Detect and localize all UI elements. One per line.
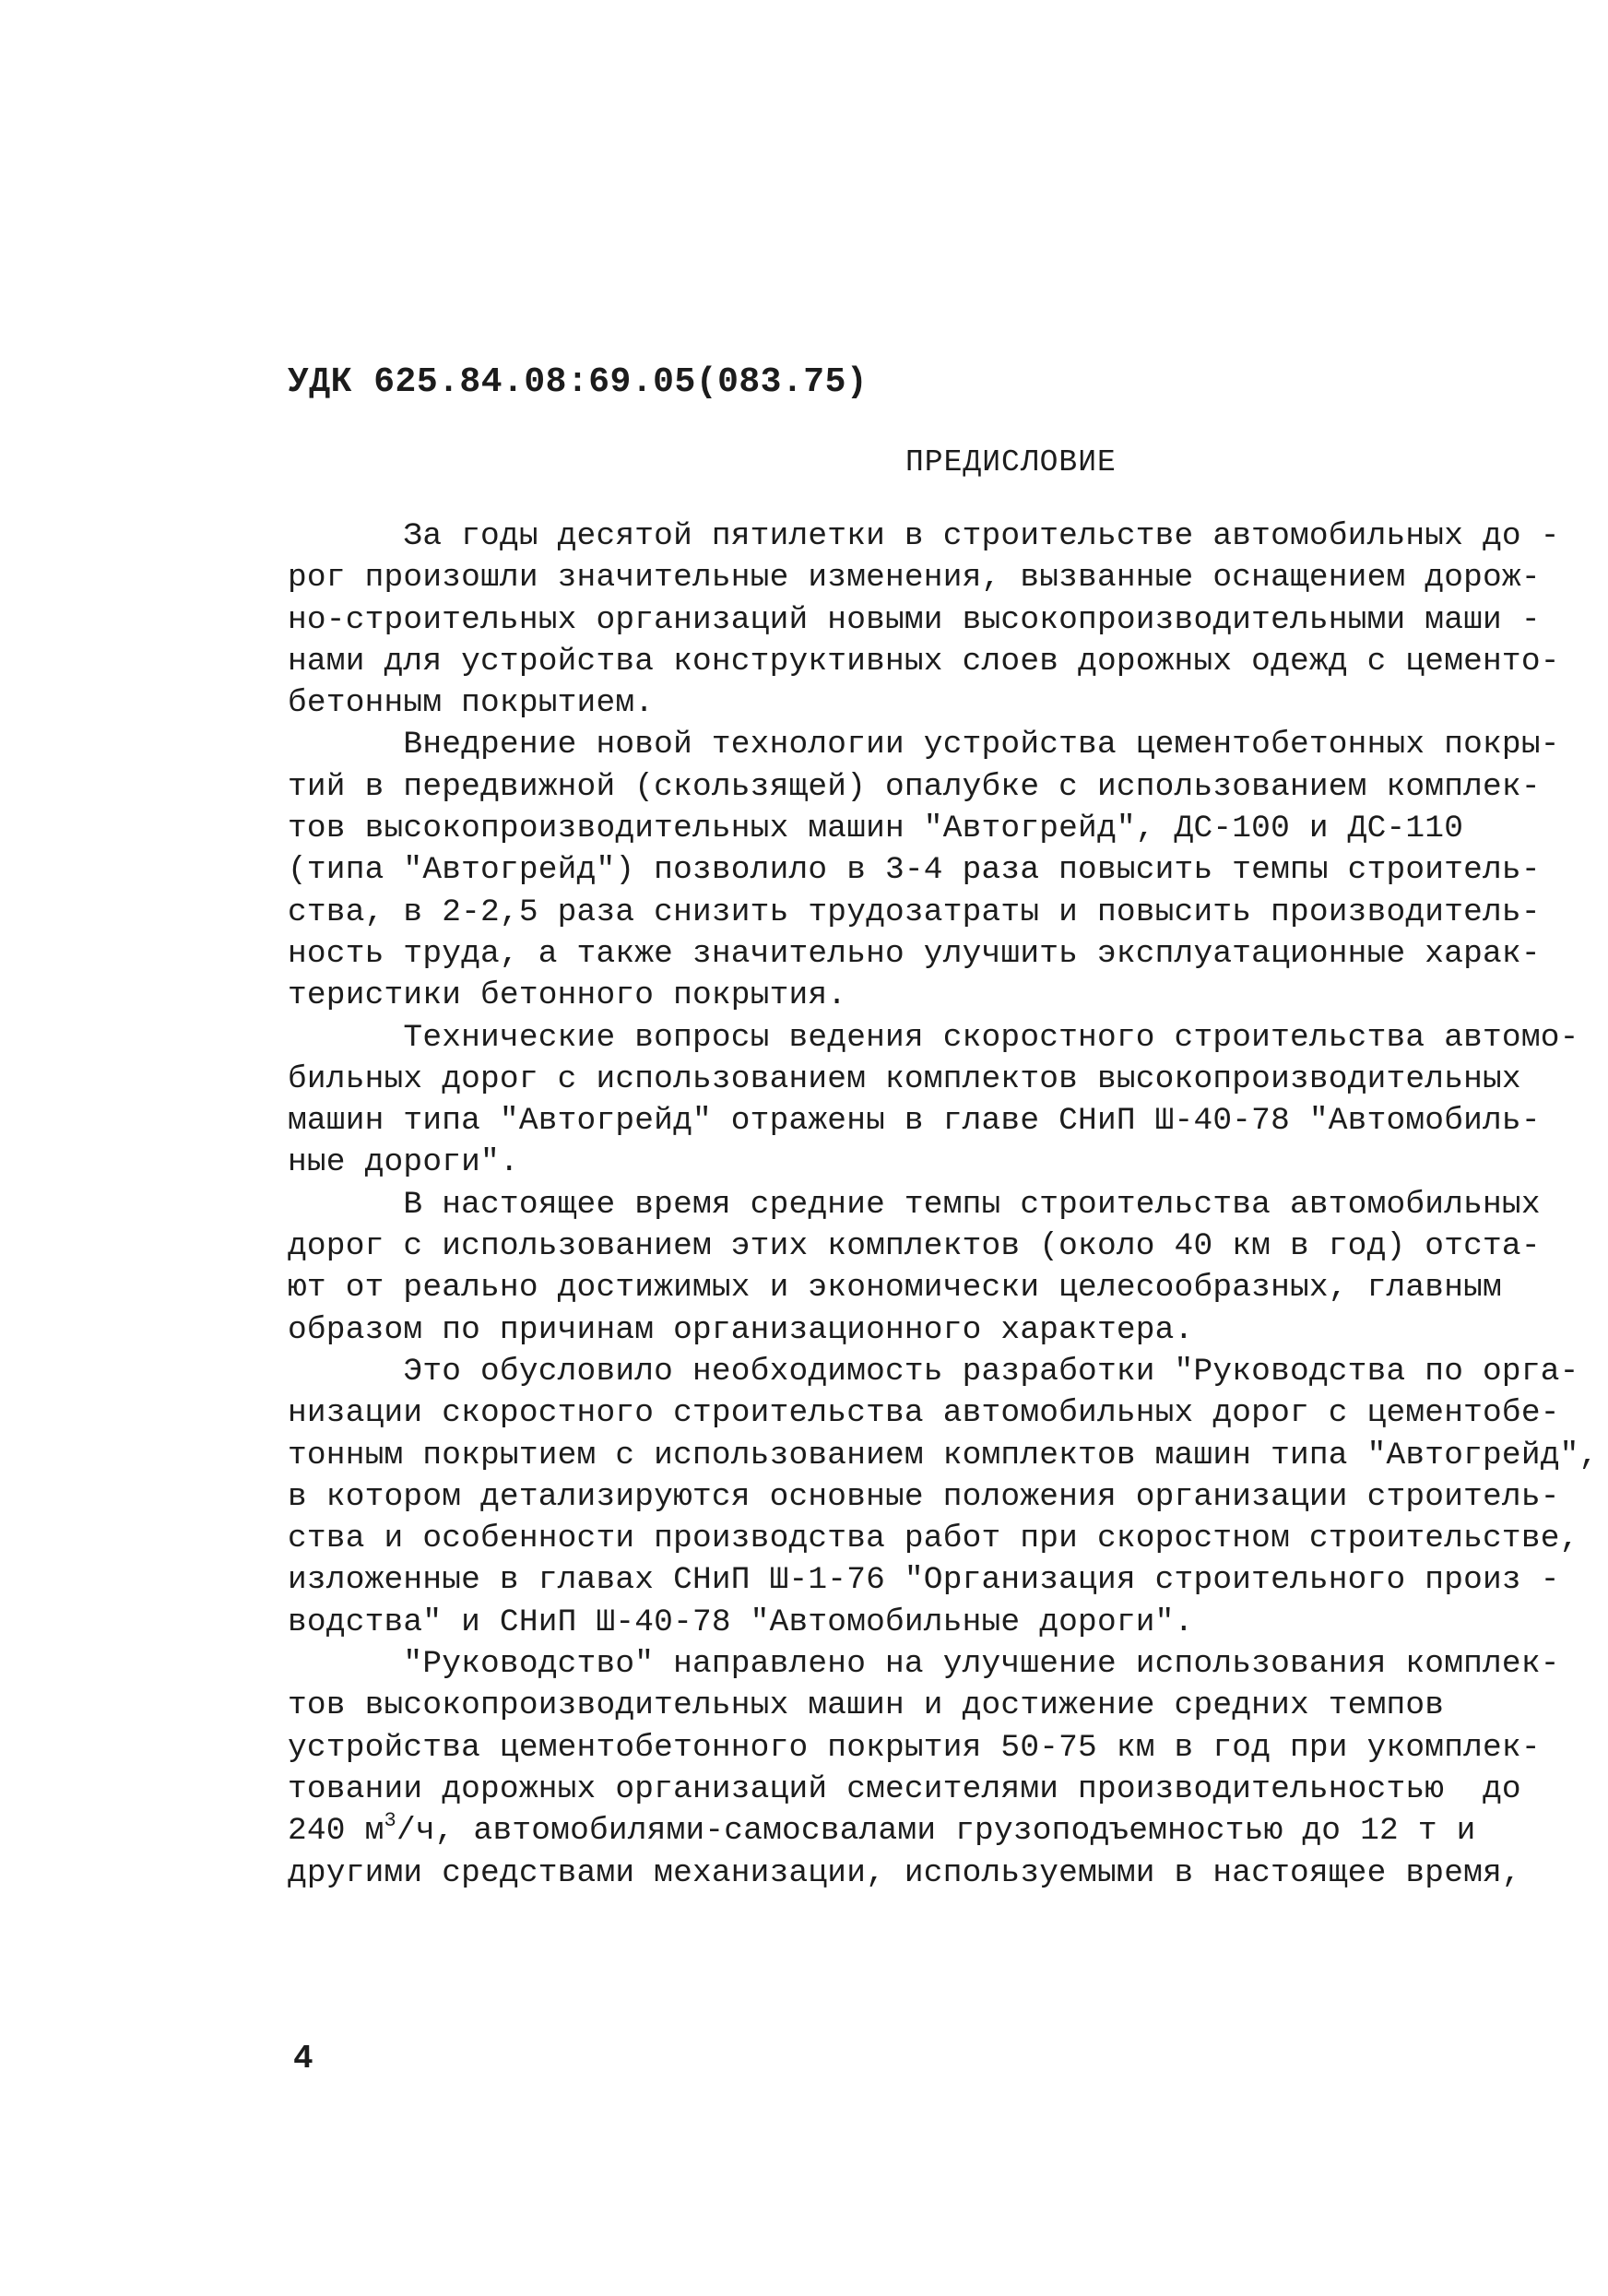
text-line: дорог с использованием этих комплектов (около 40 км в год) отста- <box>288 1228 1541 1265</box>
text-line: "Руководство" направлено на улучшение использования комплек- <box>288 1646 1560 1683</box>
text-line: другими средствами механизации, используемыми в настоящее время, <box>288 1854 1521 1891</box>
preface-body <box>288 515 1599 1894</box>
text-line: бильных дорог с использованием комплектов высокопроизводительных <box>288 1060 1521 1097</box>
text-line: машин типа "Автогрейд" отражены в главе СНиП Ш-40-78 "Автомобиль- <box>288 1103 1541 1140</box>
text-line: тонным покрытием с использованием комплектов машин типа "Автогрейд", <box>288 1437 1599 1473</box>
text-line: в котором детализируются основные положения организации строитель- <box>288 1478 1560 1515</box>
text-line: (типа "Автогрейд") позволило в 3-4 раза повысить темпы строитель- <box>288 852 1541 889</box>
text-line: ства, в 2-2,5 раза снизить трудозатраты и повысить производитель- <box>288 894 1541 930</box>
text-line: образом по причинам организационного характера. <box>288 1311 1194 1348</box>
text-line: рог произошли значительные изменения, вызванные оснащением дорож- <box>288 560 1541 597</box>
text-line: Технические вопросы ведения скоростного строительства автомо- <box>288 1019 1579 1056</box>
text-line: ства и особенности производства работ при скоростном строительстве, <box>288 1521 1579 1557</box>
text-line: тов высокопроизводительных машин и достижение средних темпов <box>288 1687 1445 1724</box>
text-line: изложенные в главах СНиП Ш-1-76 "Организация строительного произ - <box>288 1562 1560 1599</box>
text-line-with-superscript <box>288 1810 1523 1852</box>
preface-heading: ПРЕДИСЛОВИЕ <box>905 445 1117 479</box>
text-line: тий в передвижной (скользящей) опалубке с использованием комплек- <box>288 768 1541 805</box>
text-line: устройства цементобетонного покрытия 50-75 км в год при укомплек- <box>288 1729 1541 1766</box>
superscript-exponent: 3 <box>384 1809 396 1833</box>
text-line: но-строительных организаций новыми высокопроизводительными маши - <box>288 601 1541 638</box>
text-line: бетонным покрытием. <box>288 685 655 722</box>
text-line: низации скоростного строительства автомобильных дорог с цементобе- <box>288 1395 1560 1432</box>
text-line: Внедрение новой технологии устройства цементобетонных покры- <box>288 727 1560 763</box>
line-part: /ч, автомобилями-самосвалами грузоподъемностью до 12 т и <box>396 1813 1476 1850</box>
text-line: ют от реально достижимых и экономически целесообразных, главным <box>288 1270 1502 1307</box>
text-line: товании дорожных организаций смесителями производительностью до <box>288 1770 1521 1807</box>
text-line: теристики бетонного покрытия. <box>288 977 847 1014</box>
line-part: 240 м <box>288 1813 384 1850</box>
text-line: За годы десятой пятилетки в строительстве автомобильных до - <box>288 518 1560 554</box>
text-line: нами для устройства конструктивных слоев дорожных одежд с цементо- <box>288 643 1560 680</box>
page-number: 4 <box>293 2040 313 2077</box>
text-line: Это обусловило необходимость разработки "Руководства по орга- <box>288 1353 1579 1390</box>
udk-code: УДК 625.84.08:69.05(083.75) <box>288 362 869 402</box>
text-line: В настоящее время средние темпы строительства автомобильных <box>288 1186 1541 1223</box>
text-line: водства" и СНиП Ш-40-78 "Автомобильные дороги". <box>288 1604 1194 1640</box>
text-line: ные дороги". <box>288 1144 519 1181</box>
text-line: ность труда, а также значительно улучшить эксплуатационные харак- <box>288 935 1541 972</box>
text-line: тов высокопроизводительных машин "Автогрейд", ДС-100 и ДС-110 <box>288 811 1464 847</box>
